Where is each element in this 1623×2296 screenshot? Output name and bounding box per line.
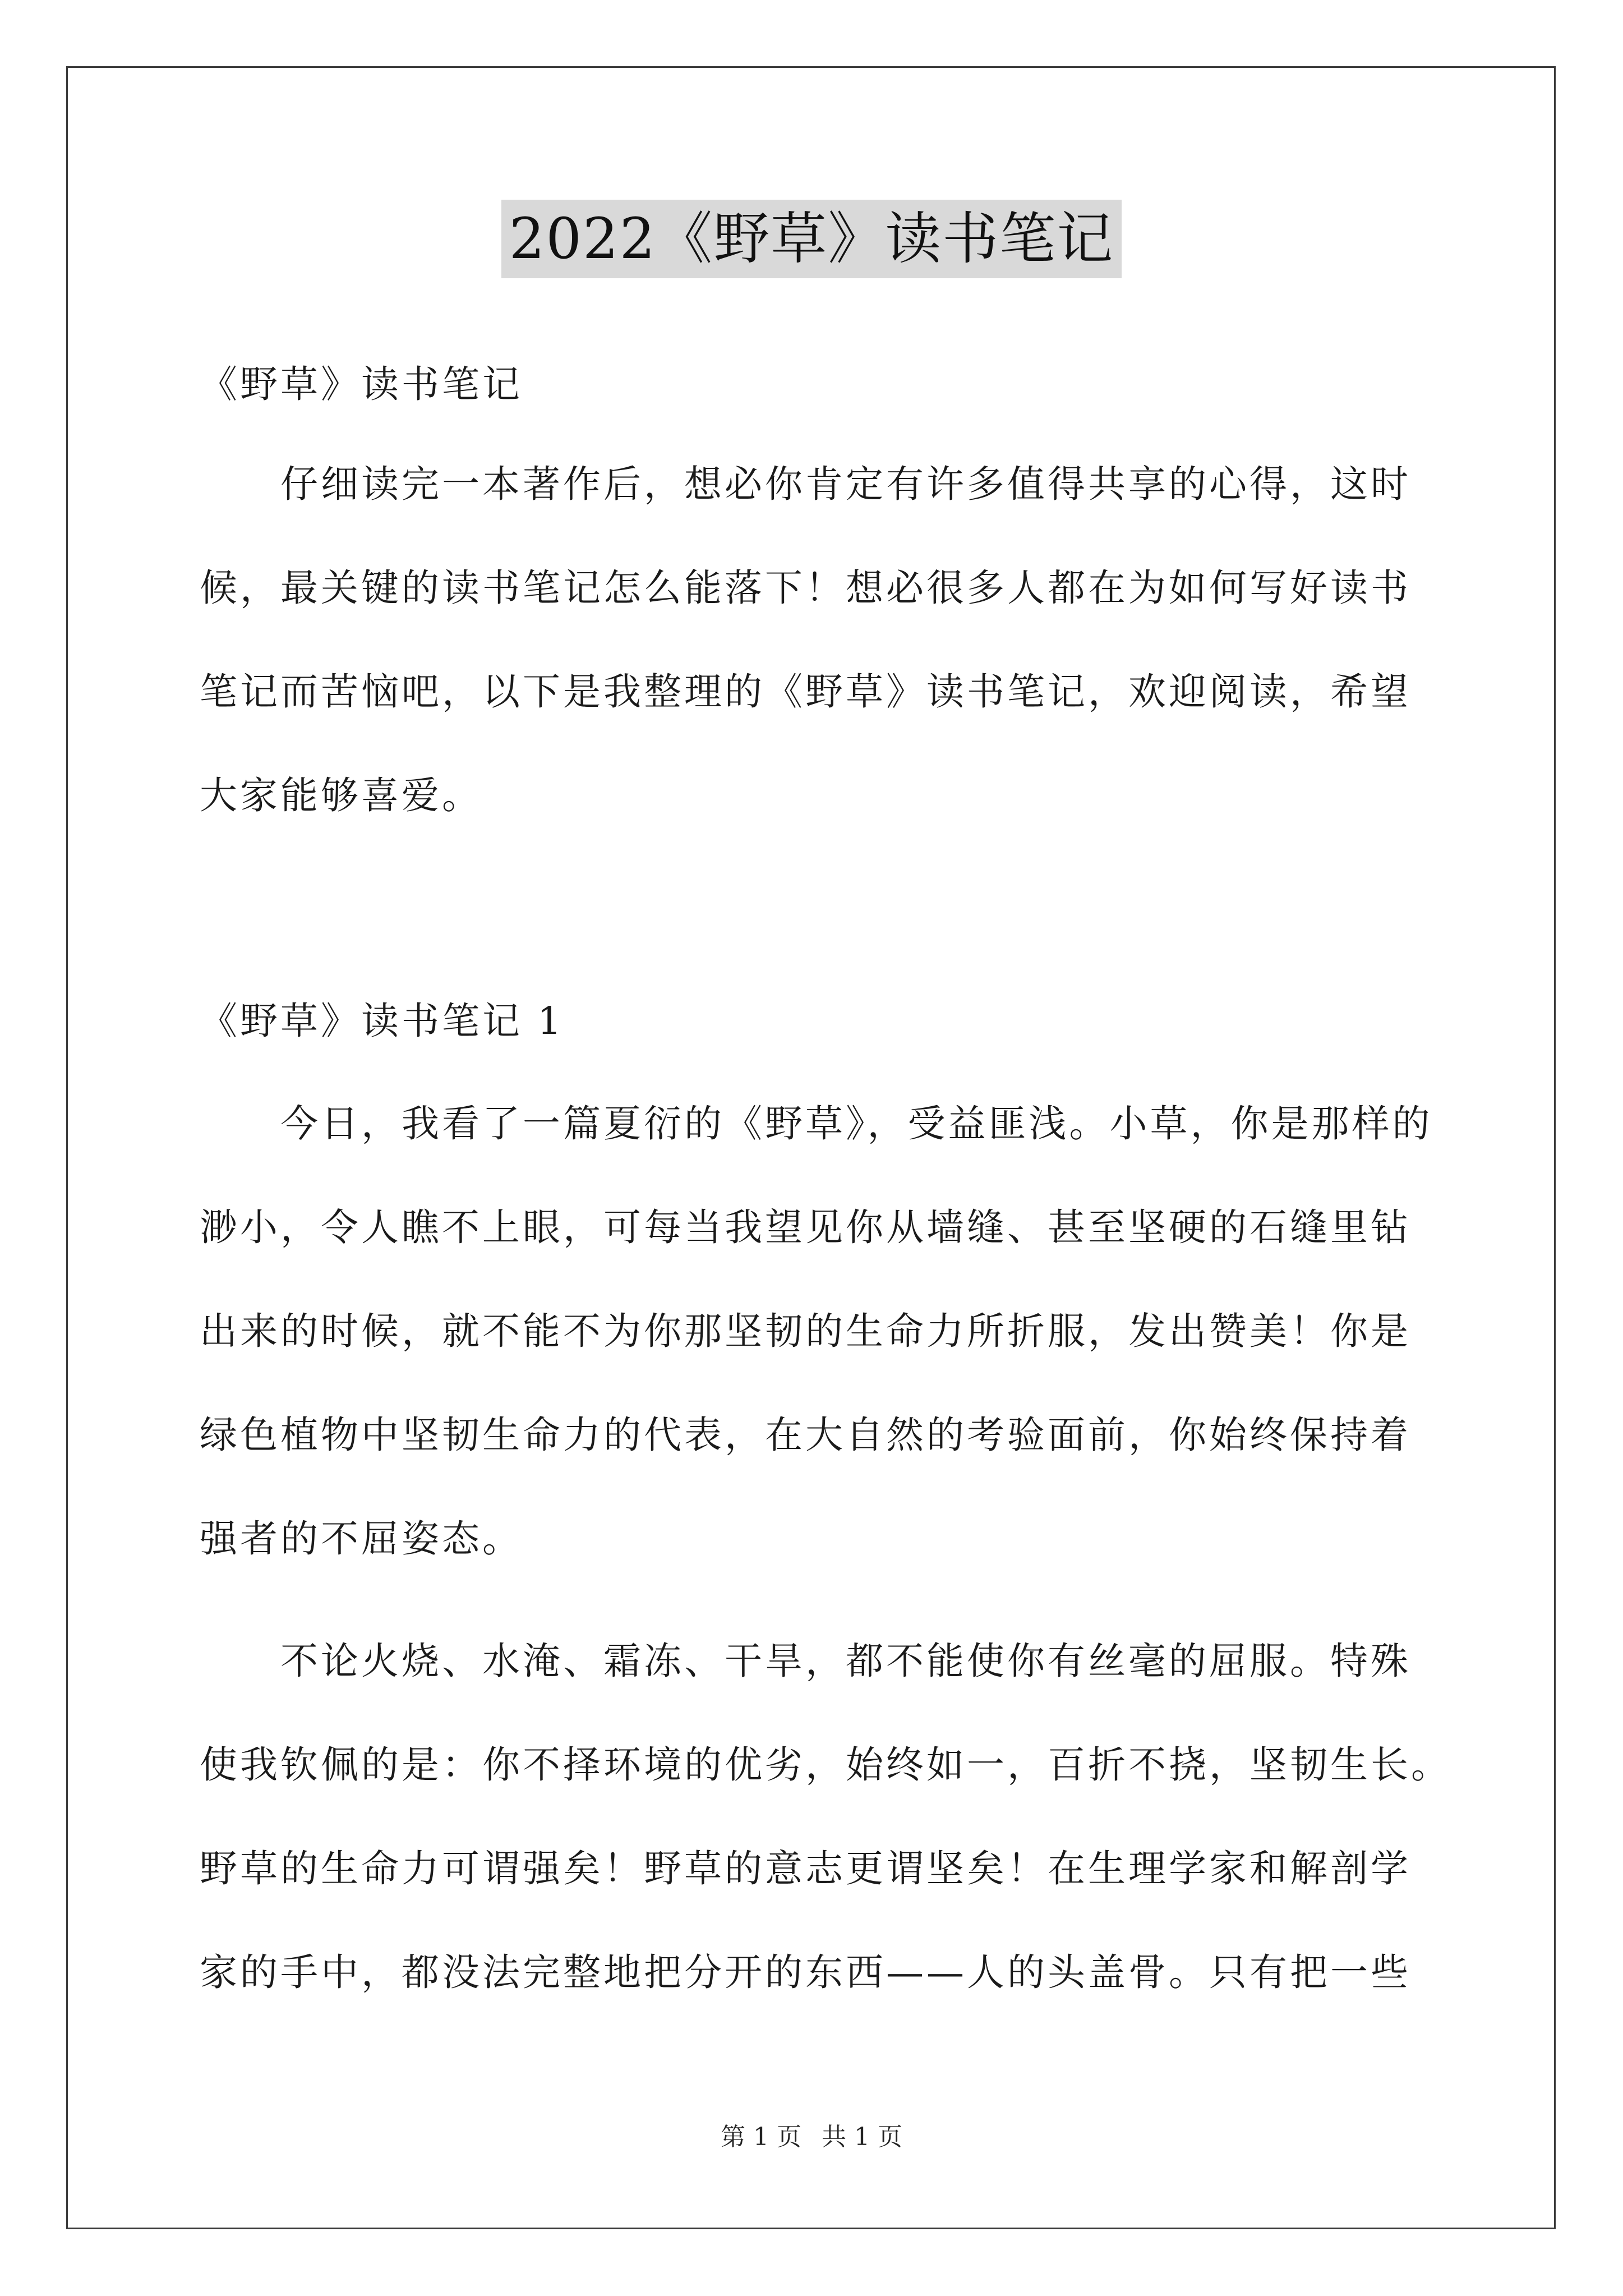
- body-line: 不论火烧、水淹、霜冻、干旱，都不能使你有丝毫的屈服。特殊: [200, 1639, 1411, 1683]
- intro-line: 大家能够喜爱。: [200, 774, 482, 817]
- body-line: 绿色植物中坚韧生命力的代表，在大自然的考验面前，你始终保持着: [200, 1413, 1411, 1457]
- page-number: 第 1 页: [721, 2123, 801, 2151]
- subtitle: 《野草》读书笔记: [200, 362, 523, 406]
- body-line: 今日，我看了一篇夏衍的《野草》，受益匪浅。小草，你是那样的: [200, 1102, 1433, 1145]
- intro-line: 仔细读完一本著作后，想必你肯定有许多值得共享的心得，这时: [200, 462, 1411, 506]
- intro-line: 候，最关键的读书笔记怎么能落下！想必很多人都在为如何写好读书: [200, 566, 1411, 610]
- page-footer: [0, 2120, 1623, 2154]
- body-line: 使我钦佩的是：你不择环境的优劣，始终如一，百折不挠，坚韧生长。: [200, 1743, 1451, 1787]
- body-line: 强者的不屈姿态。: [200, 1517, 523, 1561]
- body-line: 野草的生命力可谓强矣！野草的意志更谓坚矣！在生理学家和解剖学: [200, 1847, 1411, 1890]
- page-total: 共 1 页: [822, 2123, 902, 2151]
- body-line: 出来的时候，就不能不为你那坚韧的生命力所折服，发出赞美！你是: [200, 1309, 1411, 1353]
- body-line: 渺小，令人瞧不上眼，可每当我望见你从墙缝、甚至坚硬的石缝里钻: [200, 1205, 1411, 1249]
- body-line: 家的手中，都没法完整地把分开的东西——人的头盖骨。只有把一些: [200, 1950, 1411, 1994]
- title-container: [0, 200, 1623, 278]
- intro-line: 笔记而苦恼吧，以下是我整理的《野草》读书笔记，欢迎阅读，希望: [200, 670, 1411, 714]
- document-title: 2022《野草》读书笔记: [501, 200, 1122, 278]
- section-heading: 《野草》读书笔记 1: [200, 999, 564, 1043]
